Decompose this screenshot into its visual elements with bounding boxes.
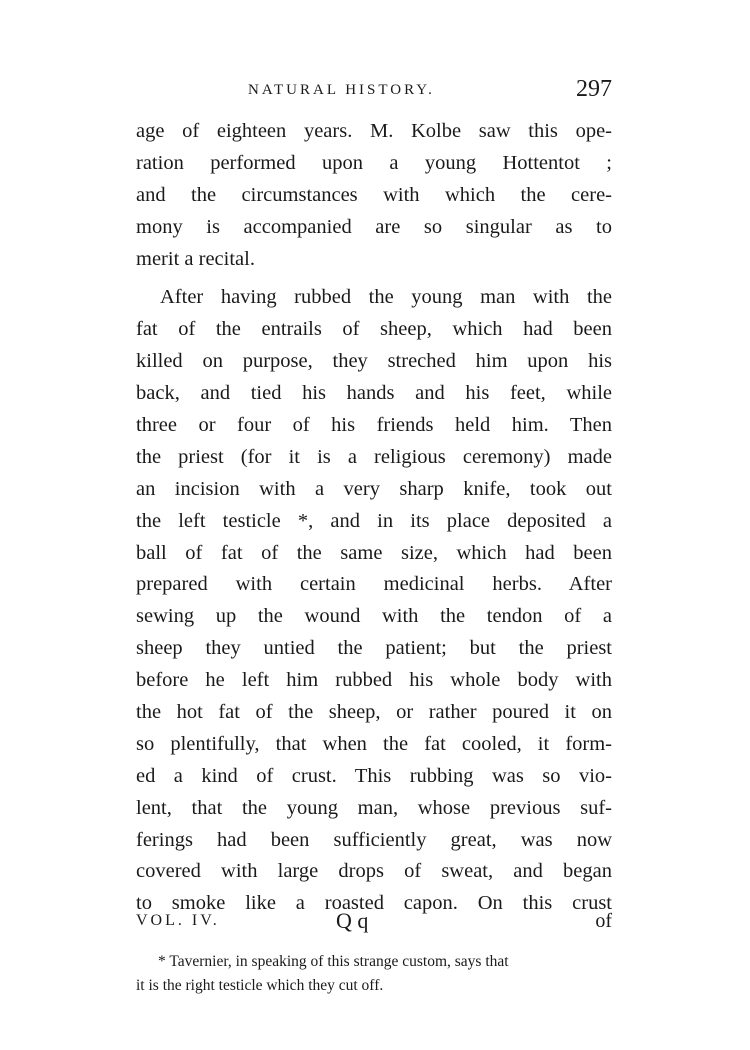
text-line: so plentifully, that when the fat cooled, it form- (136, 732, 612, 755)
running-head (136, 76, 612, 106)
text-line: killed on purpose, they streched him upon his (136, 350, 612, 373)
text-line: merit a recital. (136, 247, 255, 270)
text-line: ration performed upon a young Hottentot ; (136, 151, 612, 174)
text-line: lent, that the young man, whose previous suf- (136, 796, 612, 819)
text-line: ed a kind of crust. This rubbing was so vio- (136, 764, 612, 787)
text-line: back, and tied his hands and his feet, while (136, 382, 612, 405)
catchword: of (595, 910, 612, 932)
text-line: ferings had been sufficiently great, was now (136, 828, 612, 851)
paragraph-gap (136, 275, 612, 282)
text-line: covered with large drops of sweat, and began (136, 860, 612, 883)
text-line: mony is accompanied are so singular as to (136, 215, 612, 238)
signature-mark: Q q (336, 908, 369, 933)
text-line: the hot fat of the sheep, or rather poured it on (136, 701, 612, 724)
text-line: sewing up the wound with the tendon of a (136, 605, 612, 628)
text-line: and the circumstances with which the cere- (136, 183, 612, 206)
footnote (136, 950, 612, 998)
text-line: ball of fat of the same size, which had been (136, 541, 612, 564)
text-line: before he left him rubbed his whole body with (136, 669, 612, 692)
text-line: prepared with certain medicinal herbs. After (136, 573, 612, 596)
text-line: to smoke like a roasted capon. On this crust (136, 892, 612, 915)
text-line: After having rubbed the young man with the (160, 286, 612, 309)
text-line: three or four of his friends held him. Then (136, 414, 612, 437)
paragraph (136, 282, 612, 920)
page-number: 297 (576, 76, 612, 102)
paragraph (136, 116, 612, 275)
text-line: age of eighteen years. M. Kolbe saw this ope- (136, 120, 612, 142)
text-line: an incision with a very sharp knife, took out (136, 477, 612, 500)
footnote-line: it is the right testicle which they cut off. (136, 977, 384, 994)
body-text (136, 116, 612, 920)
footnote-line: * Tavernier, in speaking of this strange custom, says that (158, 953, 509, 970)
running-title: NATURAL HISTORY. (248, 82, 435, 98)
text-line: the left testicle *, and in its place deposited a (136, 509, 612, 532)
text-line: fat of the entrails of sheep, which had been (136, 318, 612, 341)
text-line: the priest (for it is a religious ceremony) made (136, 445, 612, 468)
volume-label: VOL. IV. (136, 912, 220, 929)
page-footer (136, 908, 612, 940)
text-line: sheep they untied the patient; but the priest (136, 637, 612, 660)
